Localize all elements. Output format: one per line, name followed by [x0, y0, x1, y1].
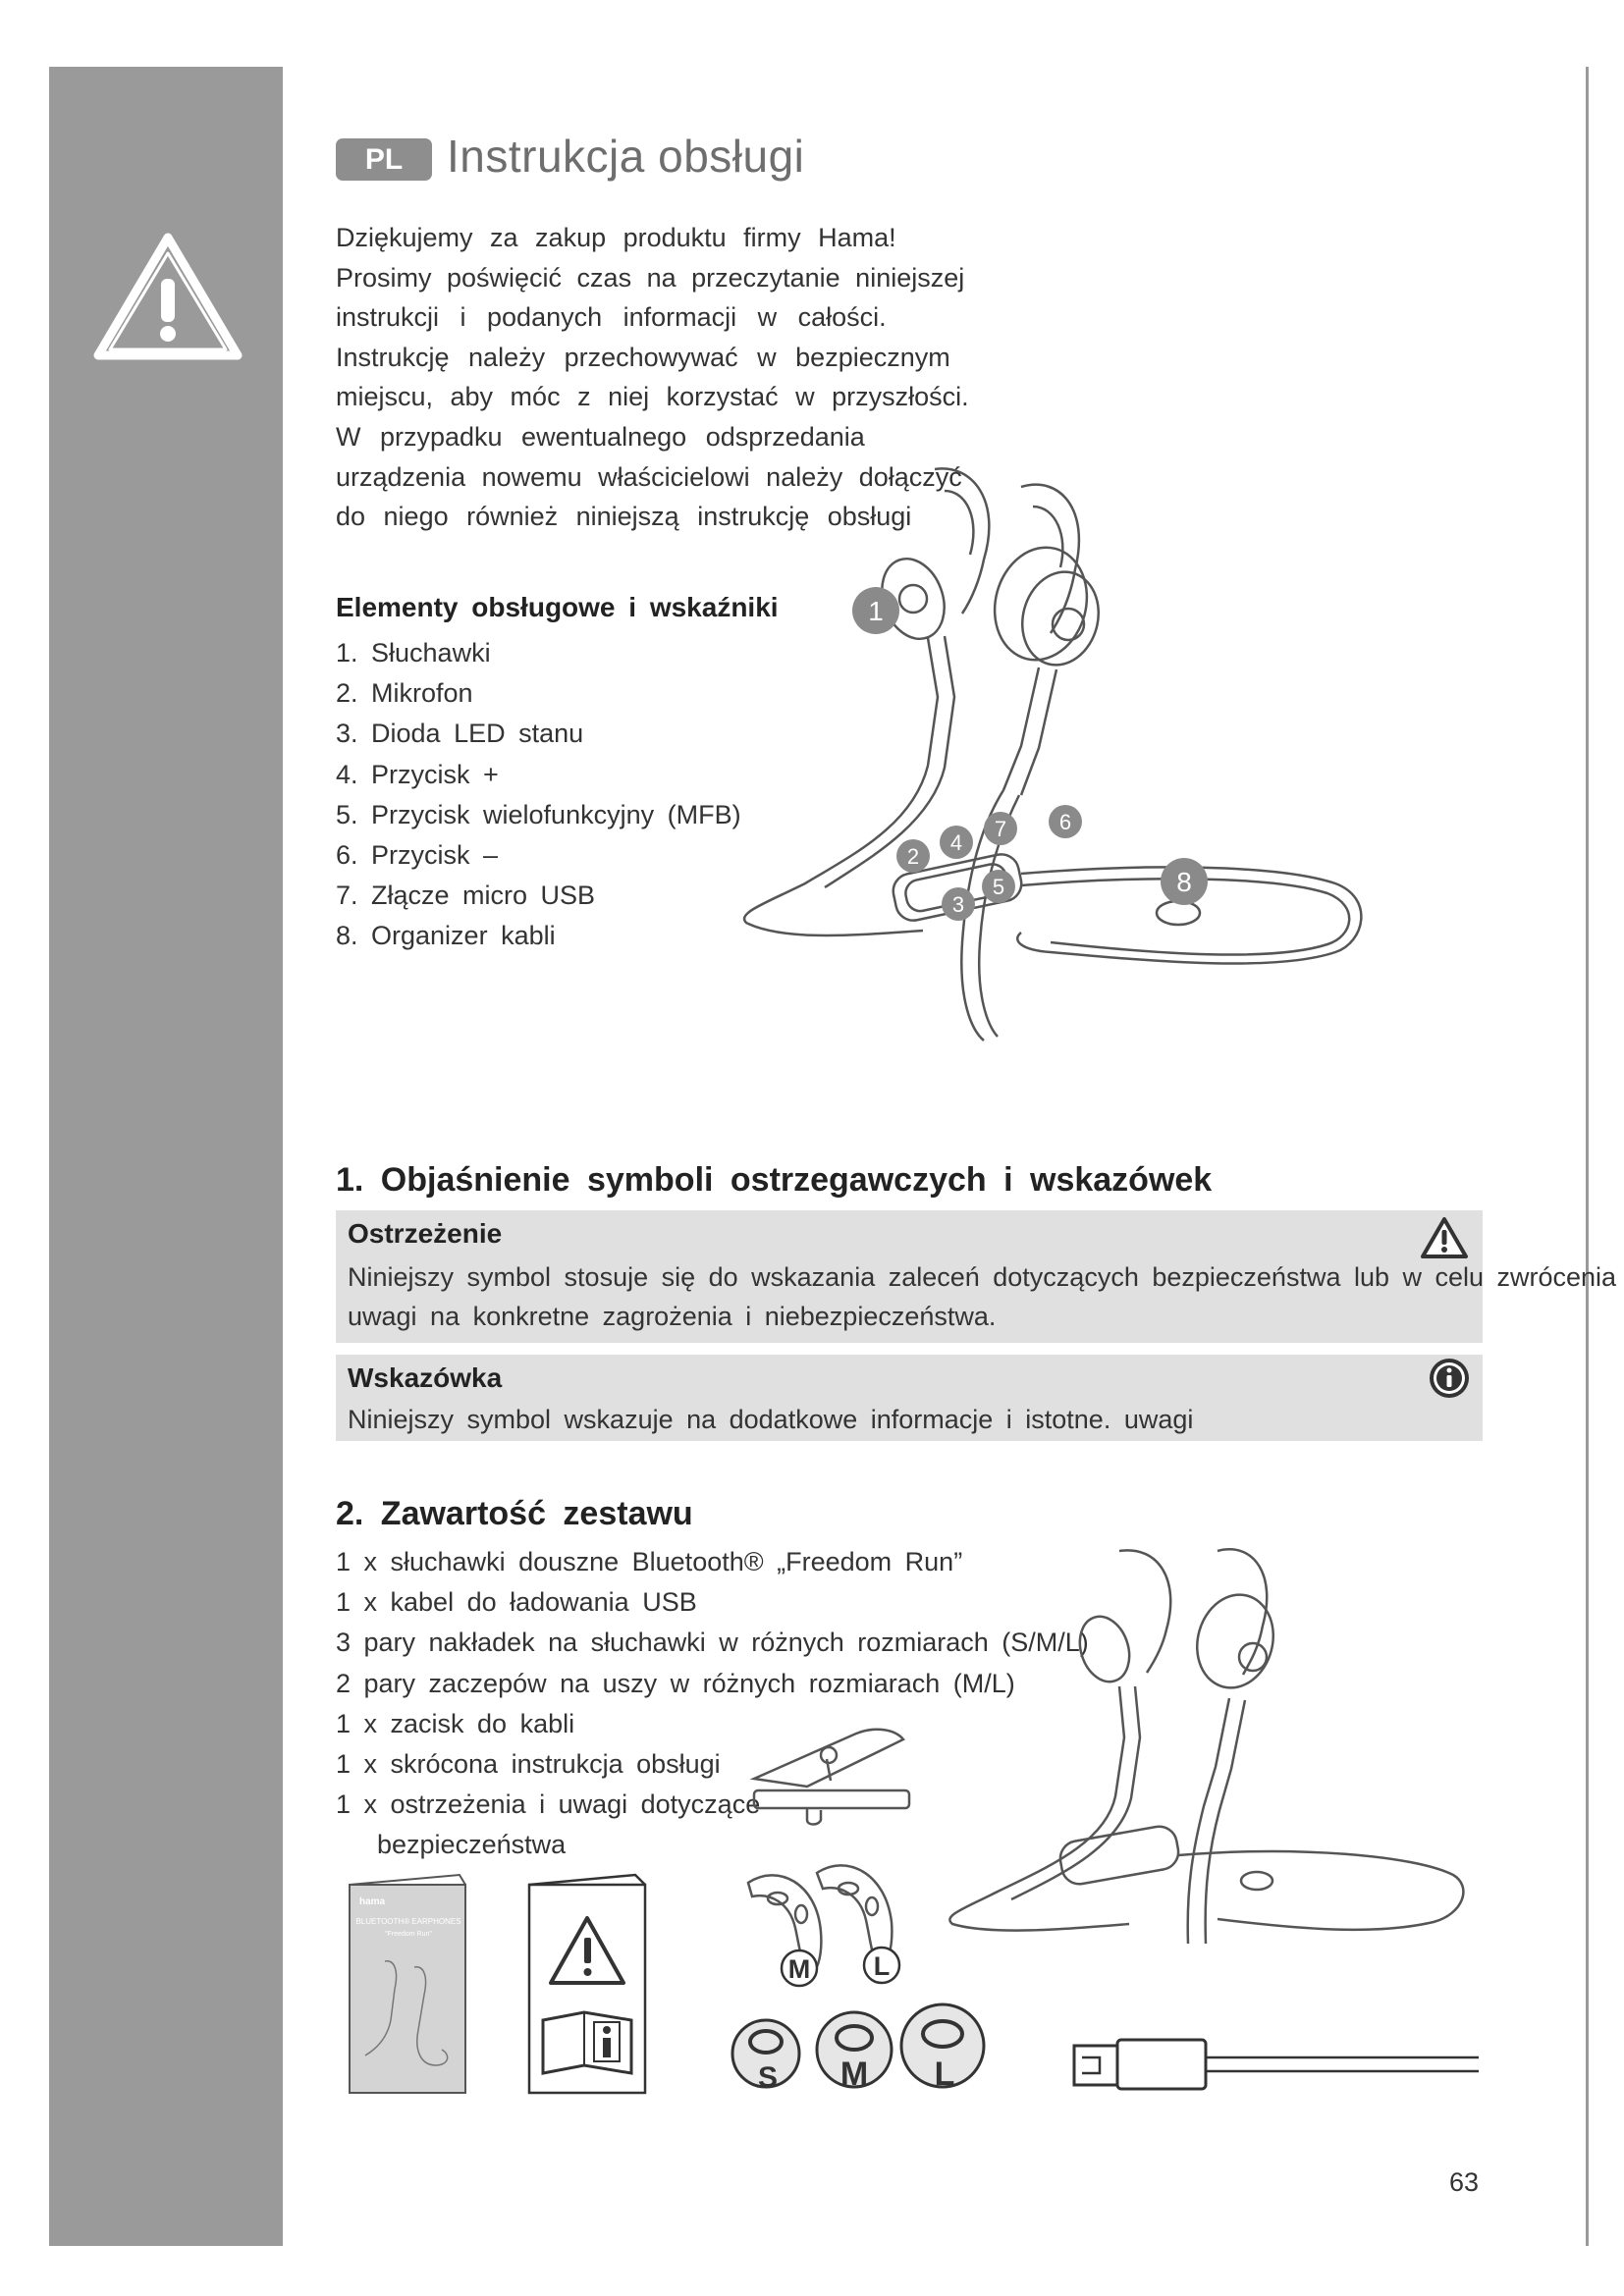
booklet-title: BLUETOOTH® EARPHONES [355, 1917, 461, 1926]
callout-label: 6 [1058, 810, 1072, 834]
list-item: 1. Słuchawki [336, 638, 491, 667]
list-item: 1 x skrócona instrukcja obsługi [336, 1749, 721, 1780]
intro-line: Instrukcję należy przechowywać w bezpiecznym [336, 342, 950, 372]
callout-3 [942, 887, 975, 921]
intro-line: W przypadku ewentualnego odsprzedania [336, 421, 865, 452]
callout-label: 8 [1176, 867, 1192, 897]
page-number: 63 [1449, 2167, 1480, 2197]
list-item: bezpieczeństwa [377, 1830, 567, 1860]
warning-text-line: Niniejszy symbol stosuje się do wskazania zaleceń dotyczących bezpieczeństwa lub w celu zwrócenia [348, 1262, 1617, 1292]
list-item: 1 x ostrzeżenia i uwagi dotyczące [336, 1789, 761, 1820]
info-icon [1428, 1357, 1471, 1400]
hook-size-label: M [787, 1954, 811, 1984]
intro-line: Prosimy poświęcić czas na przeczytanie niniejszej [336, 262, 965, 293]
tip-size-label: M [839, 2056, 869, 2093]
diagram-callouts [852, 587, 1208, 921]
tip-size-label: S [757, 2061, 779, 2094]
warning-box [336, 1210, 1617, 1343]
document-title: Instrukcja obsługi [447, 131, 805, 182]
callout-label: 1 [868, 596, 884, 626]
note-heading: Wskazówka [348, 1362, 503, 1393]
callout-6 [1049, 805, 1082, 838]
callout-label: 3 [951, 892, 965, 917]
ear-hooks-illustration [738, 1853, 925, 1991]
tip-size-label: L [934, 2056, 955, 2093]
ear-tips-illustration [727, 1999, 992, 2107]
usb-cable-illustration [1070, 2032, 1483, 2097]
cable-clip-illustration [748, 1720, 917, 1828]
warning-heading: Ostrzeżenie [348, 1218, 503, 1249]
list-item: 3 pary nakładek na słuchawki w różnych rozmiarach (S/M/L) [336, 1628, 1089, 1658]
left-sidebar-band [49, 67, 283, 2246]
list-item: 7. Złącze micro USB [336, 881, 596, 911]
callout-1 [852, 587, 899, 634]
callout-4 [940, 826, 973, 859]
booklet-subtitle: "Freedom Run" [385, 1931, 432, 1938]
language-badge: PL [336, 138, 432, 181]
list-item: 3. Dioda LED stanu [336, 719, 584, 749]
right-margin-rule [1586, 67, 1589, 2246]
callout-8 [1161, 858, 1208, 905]
callout-2 [896, 839, 930, 873]
quick-guide-booklet-illustration [346, 1873, 471, 2097]
section-2-title: 2. Zawartość zestawu [336, 1495, 693, 1532]
list-item: 4. Przycisk + [336, 759, 499, 789]
controls-list [336, 633, 741, 957]
list-item: 2 pary zaczepów na uszy w różnych rozmiarach (M/L) [336, 1668, 1015, 1698]
callout-7 [984, 812, 1017, 845]
callout-label: 7 [994, 817, 1007, 841]
controls-heading: Elementy obsługowe i wskaźniki [336, 592, 779, 622]
list-item: 1 x słuchawki douszne Bluetooth® „Freedom Run” [336, 1547, 963, 1576]
note-text-line: Niniejszy symbol wskazuje na dodatkowe informacje i istotne. uwagi [348, 1405, 1194, 1434]
list-item: 5. Przycisk wielofunkcyjny (MFB) [336, 799, 741, 829]
section-1-title: 1. Objaśnienie symboli ostrzegawczych i wskazówek [336, 1161, 1213, 1199]
intro-line: miejscu, aby móc z niej korzystać w przyszłości. [336, 382, 969, 412]
list-item: 1 x zacisk do kabli [336, 1708, 575, 1738]
package-earphones-illustration [923, 1531, 1492, 1953]
callout-label: 5 [992, 875, 1005, 899]
booklet-brand: hama [359, 1896, 386, 1907]
intro-line: urządzenia nowemu właścicielowi należy dołączyć [336, 461, 962, 492]
intro-line: do niego również niniejszą instrukcję obsługi [336, 502, 912, 532]
warning-triangle-icon [90, 228, 245, 365]
warning-icon [1420, 1216, 1469, 1259]
callout-label: 2 [906, 844, 920, 869]
earphones-diagram [727, 452, 1512, 1050]
safety-leaflet-illustration [525, 1873, 653, 2097]
list-item: 6. Przycisk – [336, 840, 499, 871]
list-item: 2. Mikrofon [336, 678, 473, 709]
list-item: 8. Organizer kabli [336, 921, 556, 951]
list-item: 1 x kabel do ładowania USB [336, 1587, 697, 1618]
intro-line: instrukcji i podanych informacji w całości. [336, 302, 887, 333]
intro-line: Dziękujemy za zakup produktu firmy Hama! [336, 223, 896, 252]
callout-5 [982, 870, 1015, 903]
callout-label: 4 [949, 830, 963, 855]
warning-text-line: uwagi na konkretne zagrożenia i niebezpieczeństwa. [348, 1302, 997, 1331]
warning-icon [584, 1938, 591, 1963]
note-box [336, 1355, 1483, 1441]
hook-size-label: L [873, 1951, 891, 1981]
